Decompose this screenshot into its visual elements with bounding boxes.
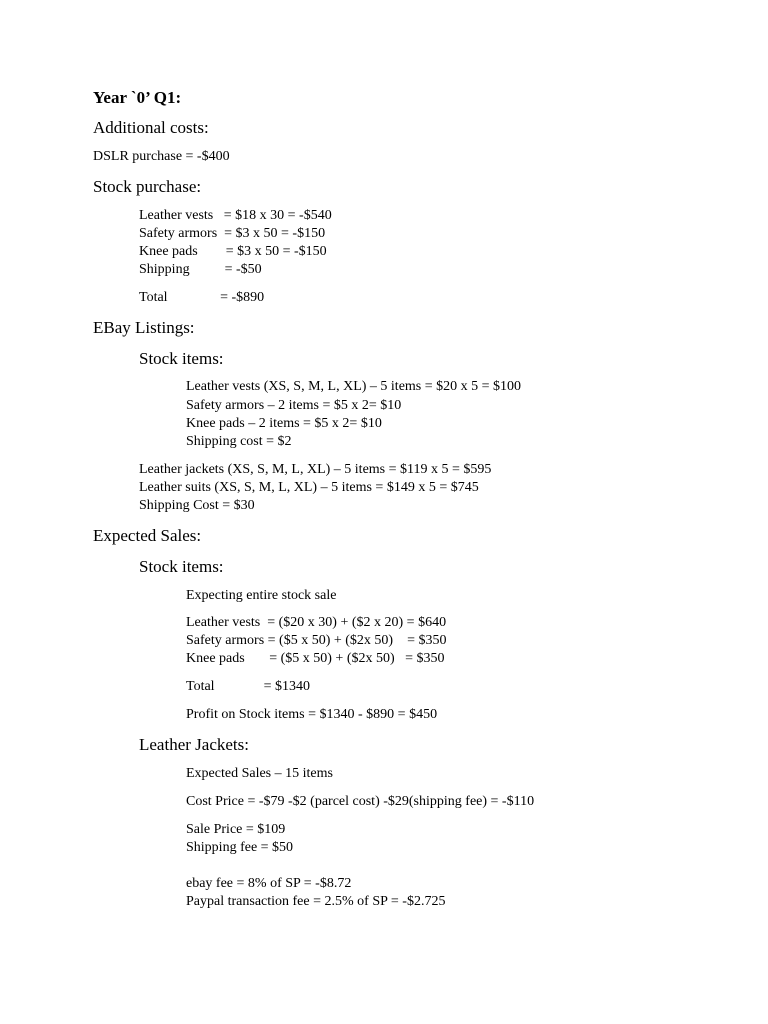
- jackets-sale-price-line: Sale Price = $109: [186, 822, 286, 837]
- stock-purchase-row: Knee pads = $3 x 50 = -$150: [139, 244, 327, 259]
- expected-sales-row: Safety armors = ($5 x 50) + ($2x 50) = $350: [186, 633, 447, 648]
- ebay-stock-item: Safety armors – 2 items = $5 x 2= $10: [186, 398, 402, 413]
- ebay-other-item: Leather suits (XS, S, M, L, XL) – 5 items = $149 x 5 = $745: [139, 480, 479, 495]
- ebay-other-item: Leather jackets (XS, S, M, L, XL) – 5 items = $119 x 5 = $595: [139, 462, 492, 477]
- expected-sales-total: Total = $1340: [186, 679, 310, 694]
- ebay-stock-item: Shipping cost = $2: [186, 434, 292, 449]
- ebay-stock-items-heading: Stock items:: [139, 349, 224, 368]
- expected-stock-items-heading: Stock items:: [139, 557, 224, 576]
- jackets-shipping-fee-line: Shipping fee = $50: [186, 840, 294, 855]
- stock-purchase-row: Shipping = -$50: [139, 262, 262, 277]
- dslr-purchase-line: DSLR purchase = -$400: [93, 149, 230, 164]
- jackets-paypal-fee-line: Paypal transaction fee = 2.5% of SP = -$2.725: [186, 894, 446, 909]
- expected-sales-heading: Expected Sales:: [93, 526, 202, 545]
- profit-on-stock-line: Profit on Stock items = $1340 - $890 = $450: [186, 707, 438, 722]
- page-title: Year `0’ Q1:: [93, 88, 182, 107]
- expected-sales-row: Knee pads = ($5 x 50) + ($2x 50) = $350: [186, 651, 445, 666]
- expected-sales-row: Leather vests = ($20 x 30) + ($2 x 20) = $640: [186, 615, 447, 630]
- stock-purchase-heading: Stock purchase:: [93, 177, 202, 196]
- jackets-cost-price-line: Cost Price = -$79 -$2 (parcel cost) -$29(shipping fee) = -$110: [186, 794, 535, 809]
- jackets-expected-sales-line: Expected Sales – 15 items: [186, 766, 333, 781]
- jackets-ebay-fee-line: ebay fee = 8% of SP = -$8.72: [186, 876, 352, 891]
- stock-purchase-total: Total = -$890: [139, 290, 265, 305]
- stock-purchase-row: Leather vests = $18 x 30 = -$540: [139, 208, 332, 223]
- additional-costs-heading: Additional costs:: [93, 118, 209, 137]
- leather-jackets-heading: Leather Jackets:: [139, 735, 249, 754]
- expecting-entire-stock-line: Expecting entire stock sale: [186, 588, 337, 603]
- ebay-other-item: Shipping Cost = $30: [139, 498, 255, 513]
- stock-purchase-row: Safety armors = $3 x 50 = -$150: [139, 226, 326, 241]
- ebay-stock-item: Knee pads – 2 items = $5 x 2= $10: [186, 416, 382, 431]
- ebay-listings-heading: EBay Listings:: [93, 318, 195, 337]
- ebay-stock-item: Leather vests (XS, S, M, L, XL) – 5 items = $20 x 5 = $100: [186, 379, 522, 394]
